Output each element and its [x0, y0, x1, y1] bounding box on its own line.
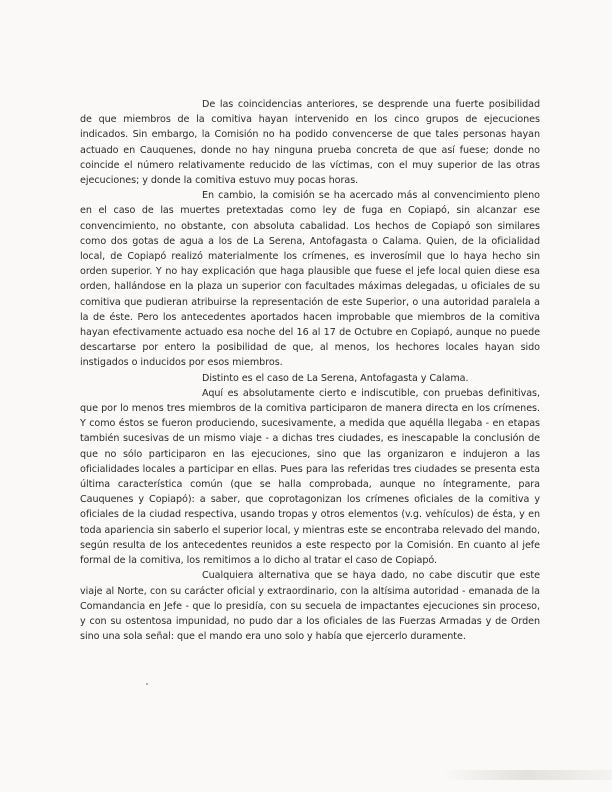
document-body: [80, 97, 540, 644]
paragraph-3: Distinto es el caso de La Serena, Antofagasta y Calama.: [202, 372, 469, 384]
paragraph-5: Cualquiera alternativa que se haya dado, no cabe discutir que este viaje al Norte, con su carácter oficial y extraordinario, con la altísima autoridad - emanada de la Comandancia en Jefe - que lo presidía, con su secuela de impactantes ejecuciones sin proceso, y con su ostentosa impunidad, no pudo dar a los oficiales de las Fuerzas Armadas y de Orden sino una sola señal: que el mando era uno solo y había que ejercerlo duramente.: [80, 570, 540, 643]
paragraph-1: De las coincidencias anteriores, se desprende una fuerte posibilidad de que miembros de la comitiva hayan intervenido en los cinco grupos de ejecuciones indicados. Sin embargo, la Comisión no ha podido convencerse de que tales personas hayan actuado en Cauquenes, donde no hay ninguna prueba concreta de que así fuese; donde no coincide el número relativamente reducido de las víctimas, con el muy superior de las otras ejecuciones; y donde la comitiva estuvo muy pocas horas.: [80, 99, 540, 187]
paragraph-2: En cambio, la comisión se ha acercado más al convencimiento pleno en el caso de las muertes pretextadas como ley de fuga en Copiapó, sin alcanzar ese convencimiento, no obstante, con absoluta cabalidad. Los hechos de Copiapó son similares como dos gotas de agua a los de La Serena, Antofagasta o Calama. Quien, de la oficialidad local, de Copiapó realizó materialmente los crímenes, es inverosímil que lo haya hecho sin orden superior. Y no hay explicación que haga plausible que fuese el jefe local quien diese esa orden, hallándose en la plaza un superior con facultades máximas delegadas, u oficiales de su comitiva que pudieran atribuirse la representación de este Superior, o una autoridad paralela a la de éste. Pero los antecedentes aportados hacen improbable que miembros de la comitiva hayan efectivamente actuado esa noche del 16 al 17 de Octubre en Copiapó, aunque no puede descartarse por entero la posibilidad de que, al menos, los hechores locales hayan sido instigados o inducidos por esos miembros.: [80, 190, 540, 369]
scan-speck: [146, 683, 148, 685]
paragraph-4: Aquí es absolutamente cierto e indiscutible, con pruebas definitivas, que por lo menos tres miembros de la comitiva participaron de manera directa en los crímenes. Y como éstos se fueron produciendo, sucesivamente, a medida que aquélla llegaba - en etapas también sucesivas de un mismo viaje - a dichas tres ciudades, es inescapable la conclusión de que no sólo participaron en las ejecuciones, sino que las organizaron e indujeron a las oficialidades locales a participar en ellas. Pues para las referidas tres ciudades se presenta esta última característica común (que se halla comprobada, aunque no íntegramente, para Cauquenes y Copiapó): a saber, que coprotagonizan los crímenes oficiales de la comitiva y oficiales de la ciudad respectiva, usando tropas y otros elementos (v.g. vehículos) de ésta, y en toda apariencia sin saberlo el superior local, y mientras este se encontraba relevado del mando, según resulta de los antecedentes reunidos a este respecto por la Comisión. En cuanto al jefe formal de la comitiva, los remitimos a lo dicho al tratar el caso de Copiapó.: [80, 387, 540, 567]
scan-edge-mark: [442, 770, 612, 780]
